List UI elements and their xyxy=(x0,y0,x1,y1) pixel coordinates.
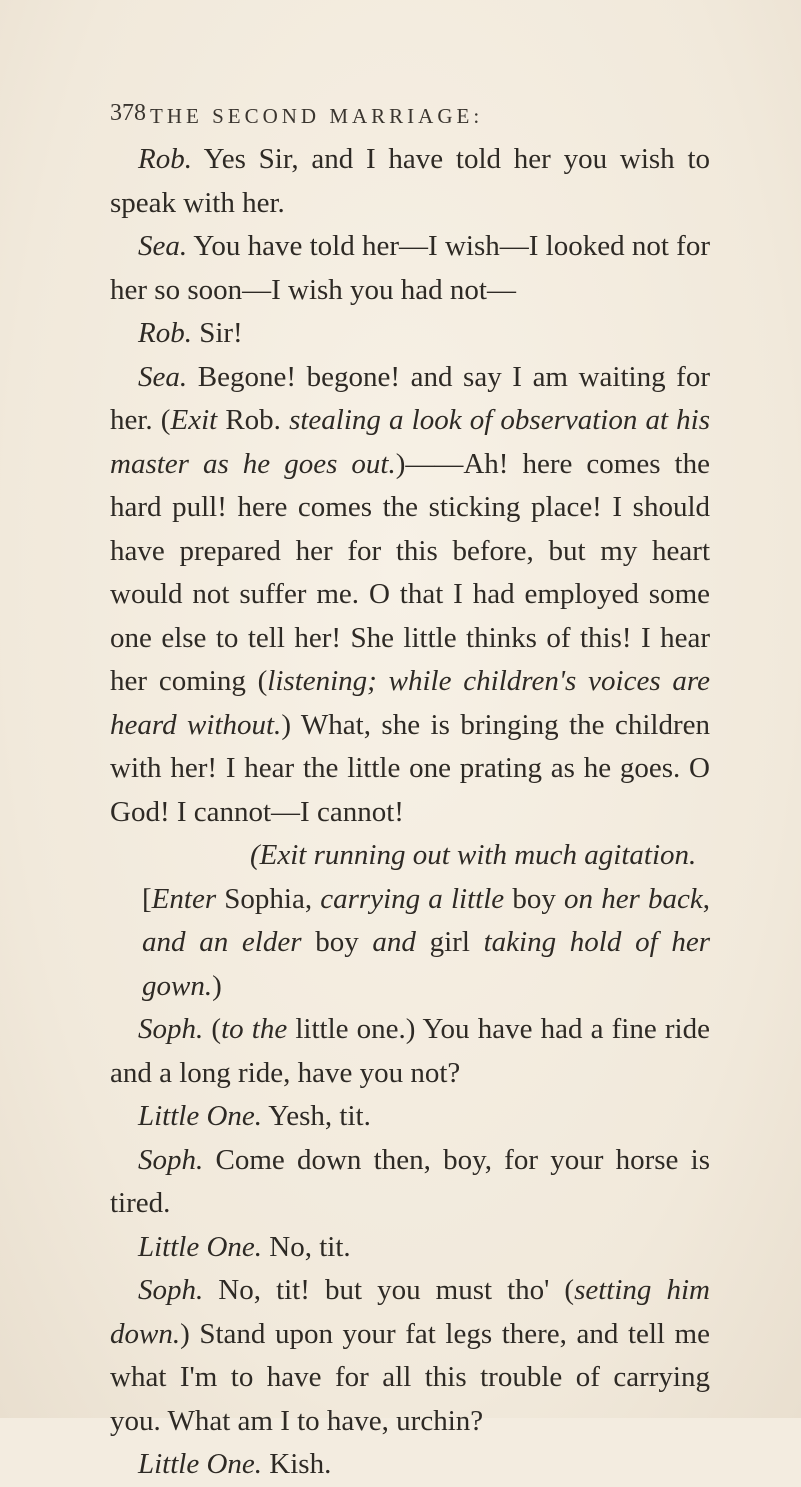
speech-little-one-2 xyxy=(110,1226,710,1270)
speaker: Soph. xyxy=(138,1143,204,1176)
page-number: 378 xyxy=(110,100,146,126)
speaker: Rob. xyxy=(138,317,192,349)
speaker: Sea. xyxy=(138,230,188,262)
exit-direction: (Exit running out with much agitation. xyxy=(250,839,697,871)
speaker: Rob. xyxy=(138,143,192,175)
speech-soph-1 xyxy=(110,1008,710,1095)
speech-little-one-3 xyxy=(110,1443,710,1487)
stage-direction: carrying a little xyxy=(320,882,505,915)
stage-direction: stealing a look of observation at his master as he goes out. xyxy=(110,404,711,480)
speech-soph-3 xyxy=(110,1269,710,1443)
direction-text: boy xyxy=(301,926,373,958)
speech-text: ) What, she is bringing the children with her! I hear the little one prating as he goes. O God! I cannot—I cannot! xyxy=(110,708,710,828)
speaker: Little One. xyxy=(138,1448,263,1480)
speech-soph-2 xyxy=(110,1139,710,1226)
direction-text: , xyxy=(702,882,711,915)
stage-direction: listening; while children's voices are heard without. xyxy=(110,665,711,741)
character-name: Rob. xyxy=(217,404,290,436)
speech-text: ) Stand upon your fat legs there, and tell me what I'm to have for all this trouble of carrying you. What am I to have, urchin? xyxy=(110,1317,710,1437)
stage-direction: and xyxy=(372,926,416,958)
stage-direction: on her back xyxy=(564,882,703,915)
speech-text: No, tit. xyxy=(262,1230,351,1263)
speaker: Soph. xyxy=(138,1013,204,1045)
speaker: Little One. xyxy=(138,1100,263,1132)
speech-text: ( xyxy=(203,1013,222,1045)
stage-direction: setting him down. xyxy=(110,1274,710,1350)
speech-text: No, tit! but you must tho' ( xyxy=(203,1274,575,1306)
speech-text: Yesh, tit. xyxy=(262,1100,371,1132)
running-title: THE SECOND MARRIAGE: xyxy=(150,104,484,128)
play-text xyxy=(110,138,710,1487)
speaker: Sea. xyxy=(138,360,188,393)
speech-text: Begone! begone! and say I am waiting for her. ( xyxy=(110,360,710,436)
page-header xyxy=(110,100,710,140)
direction-text: boy xyxy=(504,882,565,915)
bracket: [ xyxy=(142,882,152,915)
bracket: ) xyxy=(212,969,222,1002)
speech-sea-1 xyxy=(110,225,710,312)
speech-text: Sir! xyxy=(191,317,243,349)
speech-text: Yes Sir, and I have told her you wish to speak with her. xyxy=(110,143,710,219)
speech-text: You have told her—I wish—I looked not for her so soon—I wish you had not— xyxy=(110,230,710,306)
speech-text: Kish. xyxy=(262,1448,332,1480)
stage-direction: taking hold of her gown. xyxy=(142,926,710,1002)
speech-sea-2 xyxy=(110,356,710,835)
stage-direction: to the xyxy=(221,1013,288,1045)
speech-text: Come down then, boy, for your horse is tired. xyxy=(110,1143,710,1219)
stage-direction: Enter xyxy=(151,882,217,915)
speech-little-one-1 xyxy=(110,1095,710,1139)
speaker: Soph. xyxy=(138,1274,204,1306)
stage-direction: Exit xyxy=(170,404,218,436)
speech-rob-1 xyxy=(110,138,710,225)
speech-text: little one.) You have had a fine ride and a long ride, have you not? xyxy=(110,1013,710,1089)
character-name: Sophia, xyxy=(216,882,321,915)
speech-rob-2 xyxy=(110,312,710,356)
enter-direction xyxy=(142,878,710,1009)
stage-direction: and an elder xyxy=(142,926,302,958)
speech-text: )——Ah! here comes the hard pull! here comes the sticking place! I should have prepared her for this before, but my heart would not suffer me. O that I had employed some one else to tell her! She little thinks of this! I hear her coming ( xyxy=(110,447,710,697)
speaker: Little One. xyxy=(138,1230,263,1263)
direction-text: girl xyxy=(415,926,484,958)
